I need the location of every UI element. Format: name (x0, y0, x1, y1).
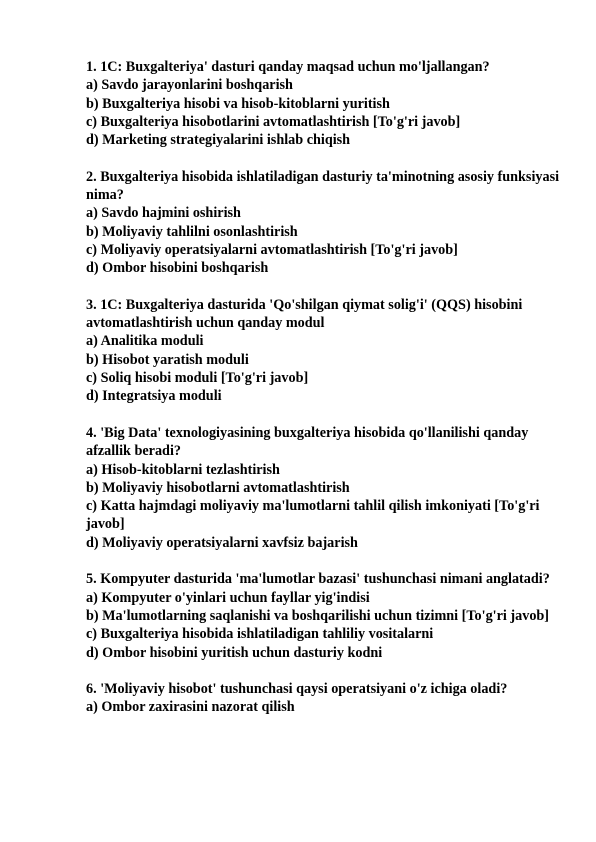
question-text: 4. 'Big Data' texnologiyasining buxgalteriya hisobida qo'llanilishi qanday afzallik beradi? (86, 424, 529, 460)
question-3 (86, 296, 566, 406)
question-2 (86, 168, 566, 278)
answer-option-b: b) Moliyaviy hisobotlarni avtomatlashtirish (86, 479, 350, 496)
answer-option-d: d) Ombor hisobini yuritish uchun dasturiy kodni (86, 644, 383, 661)
answer-option-c: c) Soliq hisobi moduli [To'g'ri javob] (86, 370, 309, 387)
question-1 (86, 58, 566, 149)
question-6 (86, 680, 566, 717)
answer-option-a: a) Hisob-kitoblarni tezlashtirish (86, 461, 280, 478)
answer-option-c: c) Katta hajmdagi moliyaviy ma'lumotlarni tahlil qilish imkoniyati [To'g'ri javob] (86, 498, 540, 533)
answer-option-b: b) Buxgalteriya hisobi va hisob-kitoblarni yuritish (86, 95, 390, 112)
question-text: 6. 'Moliyaviy hisobot' tushunchasi qaysi operatsiyani o'z ichiga oladi? (86, 681, 508, 698)
answer-option-d: d) Integratsiya moduli (86, 388, 222, 405)
question-text: 2. Buxgalteriya hisobida ishlatiladigan dasturiy ta'minotning asosiy funksiyasi nima? (86, 168, 560, 204)
answer-option-a: a) Analitika moduli (86, 333, 204, 350)
answer-option-d: d) Marketing strategiyalarini ishlab chiqish (86, 132, 351, 149)
answer-option-b: b) Ma'lumotlarning saqlanishi va boshqarilishi uchun tizimni [To'g'ri javob] (86, 607, 550, 624)
answer-option-b: b) Hisobot yaratish moduli (86, 351, 249, 368)
question-5 (86, 570, 566, 661)
answer-option-c: c) Buxgalteriya hisobida ishlatiladigan tahliliy vositalarni (86, 626, 434, 643)
answer-option-a: a) Ombor zaxirasini nazorat qilish (86, 699, 295, 716)
answer-option-c: c) Moliyaviy operatsiyalarni avtomatlashtirish [To'g'ri javob] (86, 241, 458, 258)
answer-option-a: a) Kompyuter o'yinlari uchun fayllar yig'indisi (86, 589, 370, 606)
document-page (86, 58, 566, 735)
answer-option-c: c) Buxgalteriya hisobotlarini avtomatlashtirish [To'g'ri javob] (86, 113, 461, 130)
answer-option-b: b) Moliyaviy tahlilni osonlashtirish (86, 223, 298, 240)
answer-option-a: a) Savdo jarayonlarini boshqarish (86, 77, 293, 94)
question-text: 5. Kompyuter dasturida 'ma'lumotlar bazasi' tushunchasi nimani anglatadi? (86, 571, 550, 588)
question-4 (86, 424, 566, 552)
question-text: 1. 1C: Buxgalteriya' dasturi qanday maqsad uchun mo'ljallangan? (86, 59, 490, 75)
answer-option-a: a) Savdo hajmini oshirish (86, 205, 241, 222)
question-text: 3. 1C: Buxgalteriya dasturida 'Qo'shilgan qiymat solig'i' (QQS) hisobini avtomatlashtirish uchun qanday modul (86, 296, 523, 332)
answer-option-d: d) Moliyaviy operatsiyalarni xavfsiz bajarish (86, 534, 358, 551)
answer-option-d: d) Ombor hisobini boshqarish (86, 260, 269, 277)
